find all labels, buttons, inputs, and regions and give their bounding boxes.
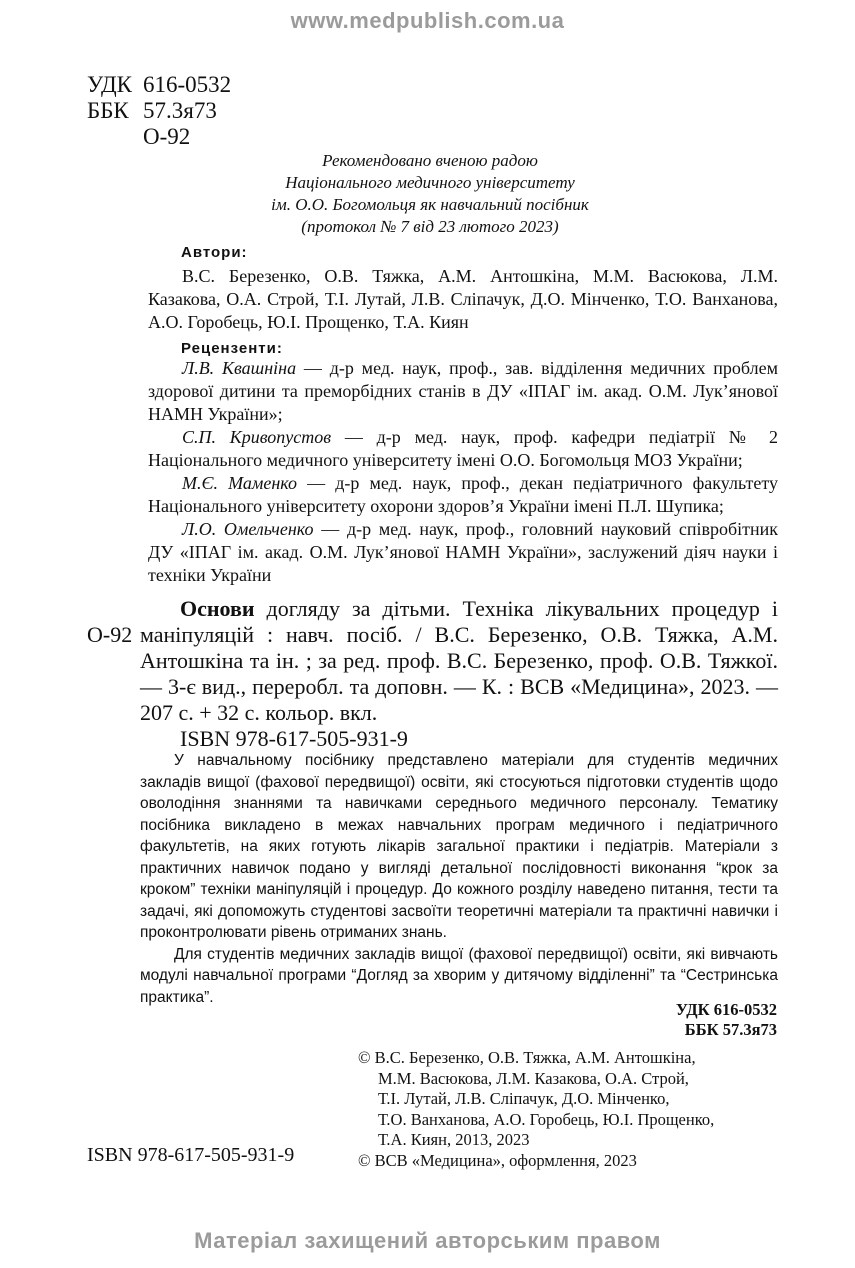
recommendation-line: (протокол № 7 від 23 лютого 2023) bbox=[301, 217, 559, 236]
reviewer-text: — д-р мед. наук, проф., зав. відділення медичних проблем здорової дитини та преморбідних станів в ДУ «ІПАГ ім. акад. О.М. Лук’янової НАМН України»; bbox=[148, 358, 778, 424]
copyright-line: М.М. Васюкова, Л.М. Казакова, О.А. Строй, bbox=[378, 1068, 689, 1088]
authors-list bbox=[148, 265, 778, 334]
bbk-bottom: ББК 57.3я73 bbox=[684, 1020, 777, 1039]
reviewer-text: — д-р мед. наук, проф., декан педіатричного факультету Національного університету охорони здоров’я України імені П.Л. Шупика; bbox=[148, 473, 778, 516]
reviewer-text: — д-р мед. наук, проф. кафедри педіатрії № 2 Національного медичного університету імені О.О. Богомольця МОЗ України; bbox=[148, 427, 779, 470]
reviewer-name: М.Є. Маменко bbox=[182, 473, 298, 493]
bbk-value: 57.3я73 bbox=[143, 98, 217, 123]
reviewers-heading: Рецензенти: bbox=[181, 340, 283, 357]
copyright-line: Т.О. Ванханова, А.О. Горобець, Ю.І. Прощенко, bbox=[378, 1109, 715, 1129]
authors-text: В.С. Березенко, О.В. Тяжка, А.М. Антошкіна, М.М. Васюкова, Л.М. Казакова, О.А. Строй, Т.І. Лутай, Л.В. Сліпачук, Д.О. Мінченко, Т.О. Ванханова, А.О. Горобець, Ю.І. Прощенко, Т.А. Киян bbox=[148, 266, 778, 332]
recommendation-block bbox=[150, 150, 710, 238]
book-title-bold: Основи bbox=[180, 596, 255, 621]
classification-block bbox=[87, 72, 231, 150]
abstract-paragraph: Для студентів медичних закладів вищої (фахової передвищої) освіти, які вивчають модулі навчальної програми “Догляд за хворим у дитячому відділенні” та “Сестринська практика”. bbox=[140, 945, 778, 1006]
recommendation-line: Національного медичного університету bbox=[285, 173, 575, 192]
copyright-line: © В.С. Березенко, О.В. Тяжка, А.М. Антошкіна, bbox=[358, 1048, 696, 1067]
isbn-bottom: ISBN 978-617-505-931-9 bbox=[87, 1144, 295, 1166]
udk-value: 616-0532 bbox=[143, 72, 232, 97]
watermark-top: www.medpublish.com.ua bbox=[290, 8, 565, 33]
copyright-line: Т.І. Лутай, Л.В. Сліпачук, Д.О. Мінченко, bbox=[378, 1089, 670, 1108]
book-entry bbox=[140, 596, 778, 752]
book-cutter: О-92 bbox=[87, 622, 133, 647]
reviewer-entry bbox=[148, 518, 778, 587]
udk-label: УДК bbox=[87, 72, 132, 97]
reviewer-name: Л.О. Омельченко bbox=[182, 519, 314, 539]
recommendation-line: Рекомендовано вченою радою bbox=[322, 151, 538, 170]
authors-heading: Автори: bbox=[181, 244, 248, 261]
udk-bottom: УДК 616-0532 bbox=[675, 1000, 777, 1019]
bbk-label: ББК bbox=[87, 98, 129, 123]
reviewer-entry bbox=[148, 426, 778, 472]
copyright-line: © ВСВ «Медицина», оформлення, 2023 bbox=[358, 1150, 637, 1170]
reviewer-name: С.П. Кривопустов bbox=[182, 427, 332, 447]
reviewers-list bbox=[148, 357, 778, 587]
book-description: догляду за дітьми. Техніка лікувальних процедур і маніпуляцій : навч. посіб. / В.С. Березенко, О.В. Тяжка, А.М. Антошкіна та ін. ; за ред. проф. В.С. Березенко, проф. О.В. Тяжкої. — 3-є вид., переробл. та доповн. — К. : ВСВ «Медицина», 2023. — 207 с. + 32 с. кольор. вкл. bbox=[140, 596, 778, 725]
udk-bbk-bottom bbox=[676, 1000, 777, 1040]
reviewer-entry bbox=[148, 472, 778, 518]
reviewer-name: Л.В. Квашніна bbox=[182, 358, 297, 378]
copyright-line: Т.А. Киян, 2013, 2023 bbox=[378, 1130, 530, 1149]
cutter-code: О-92 bbox=[143, 124, 191, 149]
watermark-bottom: Матеріал захищений авторським правом bbox=[194, 1228, 661, 1253]
reviewer-entry bbox=[148, 357, 778, 426]
reviewer-text: — д-р мед. наук, проф., головний науковий співробітник ДУ «ІПАГ ім. акад. О.М. Лук’янової НАМН України», заслужений діяч науки і техніки України bbox=[148, 519, 778, 585]
recommendation-line: ім. О.О. Богомольця як навчальний посібник bbox=[271, 195, 589, 214]
copyright-block bbox=[358, 1048, 778, 1171]
abstract bbox=[140, 750, 778, 1008]
book-isbn: ISBN 978-617-505-931-9 bbox=[180, 726, 408, 751]
abstract-paragraph: У навчальному посібнику представлено матеріали для студентів медичних закладів вищої (фахової передвищої) освіти, які стосуються підготовки студентів щодо оволодіння знаннями та навичками середнього медичного персоналу. Тематику посібника викладено в межах навчальних програм медичного і педіатричного факультетів, на яких готують лікарів загальної практики і педіатрів. Матеріали з практичних навичок подано у вигляді детальної послідовності виконання “крок за кроком” техніки маніпуляцій і процедур. До кожного розділу наведено питання, тести та задачі, які допоможуть студентові засвоїти теоретичні матеріали та практичні навички і проконтролювати рівень отриманих знань. bbox=[140, 752, 778, 941]
